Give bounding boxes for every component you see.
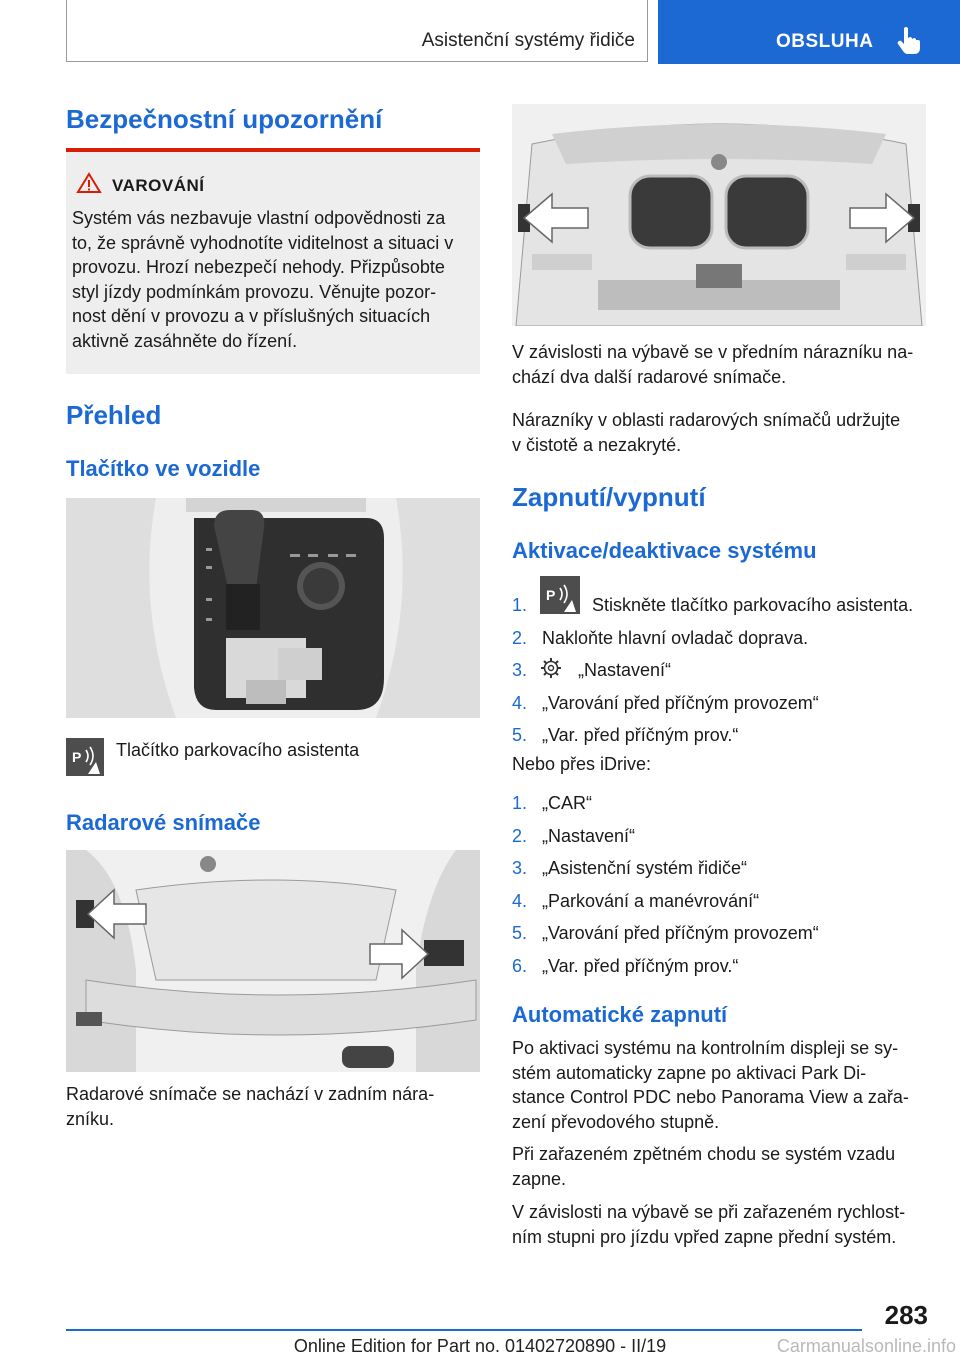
hand-pointer-icon: [896, 26, 922, 54]
fast-line: V závislosti na výbavě se při zařazeném rychlost-: [512, 1202, 906, 1222]
step-number: 3.: [512, 858, 528, 879]
list-item: [512, 627, 932, 660]
parking-assistant-caption: Tlačítko parkovacího asistenta: [116, 740, 360, 760]
svg-text:P: P: [546, 587, 556, 603]
list-item: [512, 922, 932, 955]
step-text: Stiskněte tlačítko parkovacího asistenta.: [592, 595, 914, 615]
footer-divider: [66, 1329, 862, 1331]
steps-list-1: [512, 587, 932, 757]
auto-activation-text: [512, 1036, 932, 1134]
warning-line: Systém vás nezbavuje vlastní odpovědnosti za: [72, 208, 446, 228]
forward-gear-text: [512, 1200, 932, 1249]
parking-assistant-button-icon: [540, 576, 580, 614]
warning-label: VAROVÁNÍ: [112, 176, 205, 195]
fast-line: ním stupni pro jízdu vpřed zapne přední systém.: [512, 1226, 897, 1247]
footer-watermark: Carmanualsonline.info: [776, 1336, 956, 1356]
or-via-idrive: Nebo přes iDrive:: [512, 754, 652, 774]
heading-safety-notes: Bezpečnostní upozornění: [66, 104, 383, 134]
heading-radar-sensors: Radarové snímače: [66, 810, 261, 835]
step-text: „Nastavení“: [542, 825, 636, 846]
front-sensors-text: [512, 340, 932, 389]
list-item: [512, 792, 932, 825]
steps-list-2: [512, 792, 932, 988]
reverse-gear-text: [512, 1142, 932, 1191]
warning-line: styl jízdy podmínkám provozu. Věnujte pozor-: [72, 281, 437, 302]
auto-line: Po aktivaci systému na kontrolním displeji se sy-: [512, 1038, 899, 1058]
step-number: 6.: [512, 955, 528, 976]
list-item: [512, 825, 932, 858]
step-number: 1.: [512, 793, 528, 813]
step-number: 1.: [512, 595, 528, 615]
auto-line: zení převodového stupně.: [512, 1111, 720, 1132]
parking-assistant-button-icon: [66, 738, 104, 776]
warning-box: [66, 148, 480, 374]
header-tab-label: OBSLUHA: [776, 31, 874, 52]
center-console-image: [66, 498, 480, 718]
step-text: „Nastavení“: [578, 660, 672, 681]
front-line: V závislosti na výbavě se v předním nárazníku na-: [512, 342, 914, 362]
front-line: chází dva další radarové snímače.: [512, 366, 787, 387]
header-tab-obsluha[interactable]: [658, 0, 960, 64]
step-text: „Varování před příčným provozem“: [542, 923, 819, 944]
radar-line: Radarové snímače se nachází v zadním nára-: [66, 1084, 435, 1104]
radar-sensors-text: [66, 1082, 480, 1131]
warning-triangle-icon: [76, 172, 102, 194]
heading-activate-deactivate: Aktivace/deaktivace systému: [512, 538, 817, 563]
step-text: „Var. před příčným prov.“: [542, 725, 739, 746]
step-number: 4.: [512, 692, 528, 713]
step-text: „Varování před příčným provozem“: [542, 692, 819, 713]
heading-button-in-vehicle: Tlačítko ve vozidle: [66, 456, 261, 481]
page-number: 283: [884, 1300, 928, 1330]
step-number: 2.: [512, 627, 528, 648]
gear-icon: [540, 657, 562, 679]
warning-line: to, že správně vyhodnotíte viditelnost a situaci v: [72, 232, 454, 253]
radar-line: zníku.: [66, 1108, 115, 1129]
auto-line: stance Control PDC nebo Panorama View a zařa-: [512, 1087, 909, 1107]
header-section-title: Asistenční systémy řidiče: [421, 30, 635, 51]
bumper-care-text: [512, 408, 932, 457]
list-item: [512, 587, 932, 627]
step-number: 3.: [512, 660, 528, 681]
bumper-line: Nárazníky v oblasti radarových snímačů udržujte: [512, 410, 901, 430]
step-text: „CAR“: [542, 793, 592, 813]
step-number: 5.: [512, 725, 528, 746]
step-number: 5.: [512, 923, 528, 944]
list-item: [512, 857, 932, 890]
warning-line: aktivně zasáhněte do řízení.: [72, 330, 298, 351]
step-text: Nakloňte hlavní ovladač doprava.: [542, 627, 809, 648]
step-number: 4.: [512, 890, 528, 911]
header-section-box: [66, 0, 648, 62]
rear-bumper-image: [66, 850, 480, 1072]
auto-line: stém automaticky zapne po aktivaci Park Di-: [512, 1062, 867, 1083]
step-text: „Var. před příčným prov.“: [542, 955, 739, 976]
footer-edition: Online Edition for Part no. 01402720890 - II/19: [293, 1336, 667, 1356]
bumper-line: v čistotě a nezakryté.: [512, 434, 682, 455]
step-text: „Parkování a manévrování“: [542, 890, 760, 911]
list-item: [512, 692, 932, 725]
reverse-line: Při zařazeném zpětném chodu se systém vzadu: [512, 1144, 896, 1164]
heading-automatic-activation: Automatické zapnutí: [512, 1002, 728, 1027]
warning-line: provozu. Hrozí nebezpečí nehody. Přizpůsobte: [72, 257, 445, 277]
svg-text:P: P: [72, 749, 82, 765]
list-item: [512, 890, 932, 923]
front-bumper-image: [512, 104, 926, 326]
step-text: „Asistenční systém řidiče“: [542, 858, 748, 879]
heading-overview: Přehled: [66, 400, 162, 430]
list-item: [512, 955, 932, 988]
step-number: 2.: [512, 825, 528, 846]
warning-text: [72, 206, 478, 353]
list-item: [512, 659, 932, 692]
reverse-line: zapne.: [512, 1168, 567, 1189]
heading-on-off: Zapnutí/vypnutí: [512, 482, 706, 512]
warning-line: nost dění v provozu a v příslušných situacích: [72, 306, 431, 326]
